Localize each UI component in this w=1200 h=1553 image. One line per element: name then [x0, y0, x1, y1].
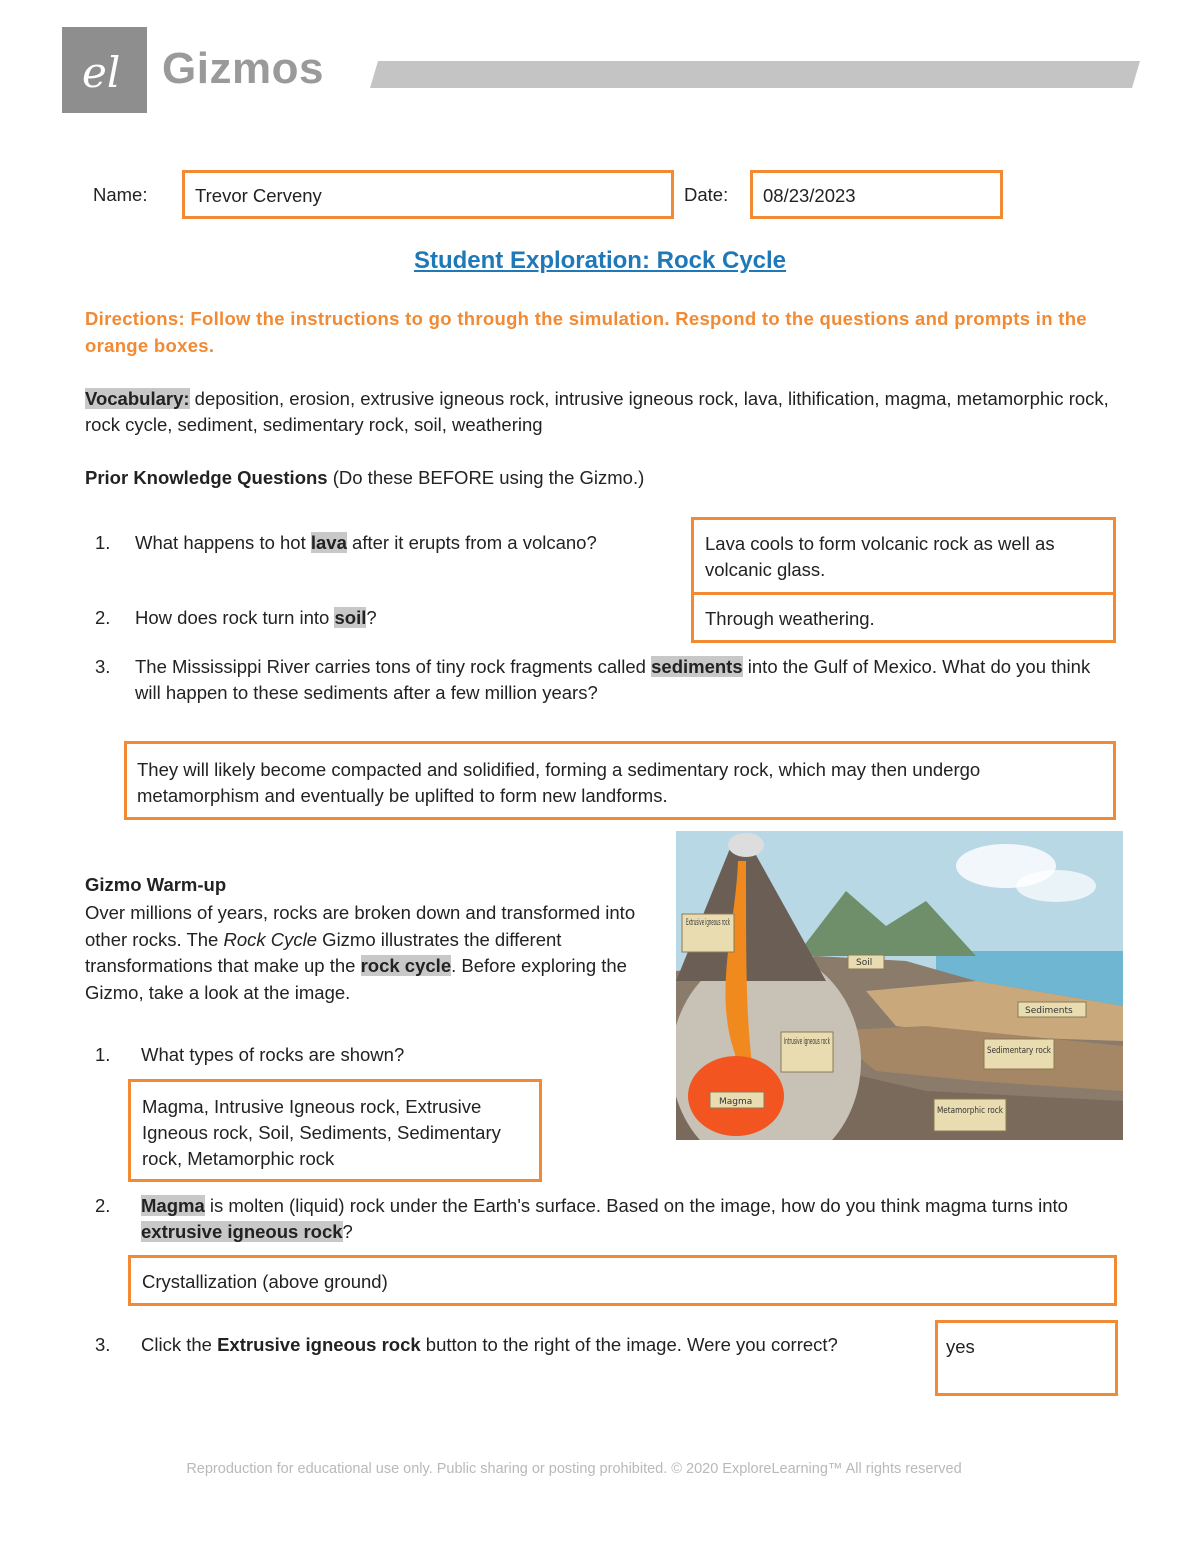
- name-field[interactable]: [182, 170, 674, 219]
- wu-q3-post: button to the right of the image. Were you correct?: [420, 1334, 838, 1355]
- prior-knowledge-note: (Do these BEFORE using the Gizmo.): [332, 467, 645, 488]
- pk-q3-answer-box[interactable]: [124, 741, 1116, 820]
- pk-q1-text: [135, 530, 685, 556]
- wu-q3-bold: Extrusive igneous rock: [217, 1334, 421, 1355]
- pk-q2-pre: How does rock turn into: [135, 607, 335, 628]
- wu-q2-text: [141, 1193, 1101, 1245]
- wu-q2-number: 2.: [95, 1195, 111, 1216]
- pk-q3-answer: They will likely become compacted and solidified, forming a sedimentary rock, which may then undergo metamorphism and eventually be uplifted to form new landforms.: [137, 759, 981, 806]
- label-sedimentary: Sedimentary rock: [987, 1046, 1052, 1056]
- label-extrusive: Extrusive igneous rock: [686, 918, 731, 928]
- page-title: Student Exploration: Rock Cycle: [413, 247, 787, 274]
- pk-q3-text: [135, 654, 1095, 706]
- pk-q3-pre: The Mississippi River carries tons of tiny rock fragments called: [135, 656, 652, 677]
- label-magma: Magma: [719, 1097, 753, 1107]
- warmup-intro-italic: Rock Cycle: [223, 928, 318, 950]
- pk-q2-answer-box[interactable]: [691, 592, 1116, 643]
- wu-q2-answer-box[interactable]: [128, 1255, 1117, 1306]
- pk-q2-term: soil: [334, 607, 367, 628]
- pk-q2-number: 2.: [95, 607, 111, 628]
- label-soil: Soil: [856, 958, 873, 968]
- pk-q1-answer: Lava cools to form volcanic rock as well as volcanic glass.: [705, 533, 1055, 580]
- date-value: 08/23/2023: [763, 185, 856, 206]
- explorelearning-logo: [62, 27, 147, 113]
- vocabulary: [85, 386, 1115, 438]
- header-bar: [370, 61, 1140, 88]
- wu-q2-term2: extrusive igneous rock: [141, 1221, 343, 1242]
- date-label: Date:: [684, 184, 729, 205]
- wu-q3-answer-box[interactable]: [935, 1320, 1118, 1396]
- wu-q1-answer: Magma, Intrusive Igneous rock, Extrusive Igneous rock, Soil, Sediments, Sedimentary rock, Metamorphic rock: [142, 1096, 501, 1169]
- wu-q3-answer: yes: [946, 1336, 975, 1357]
- label-intrusive: Intrusive igneous rock: [784, 1037, 831, 1047]
- pk-q2-post: ?: [366, 607, 377, 628]
- directions: Directions: Follow the instructions to go through the simulation. Respond to the questions and prompts in the orange boxes.: [85, 308, 1087, 356]
- pk-q1-answer-box[interactable]: [691, 517, 1116, 595]
- prior-knowledge-heading: [85, 467, 644, 489]
- wu-q1-text: What types of rocks are shown?: [141, 1044, 405, 1065]
- el-logo-icon: [62, 27, 147, 113]
- wu-q1-answer-box[interactable]: [128, 1079, 542, 1182]
- date-field[interactable]: [750, 170, 1003, 219]
- label-sediments: Sediments: [1025, 1006, 1073, 1016]
- name-value: Trevor Cerveny: [195, 185, 322, 206]
- pk-q3-number: 3.: [95, 656, 111, 677]
- wu-q2-term1: Magma: [141, 1195, 205, 1216]
- wu-q2-text2: ?: [342, 1221, 353, 1242]
- pk-q1-post: after it erupts from a volcano?: [346, 532, 597, 553]
- label-metamorphic: Metamorphic rock: [937, 1106, 1004, 1116]
- pk-q3-term: sediments: [651, 656, 743, 677]
- warmup-intro-post: . Before exploring the Gizmo, take a look at the image.: [85, 955, 627, 1003]
- vocabulary-label: Vocabulary:: [85, 388, 190, 409]
- warmup-intro-pre: Over millions of years, rocks are broken down and transformed into other rocks. The: [85, 902, 636, 950]
- pk-q2-answer: Through weathering.: [705, 608, 875, 629]
- warmup-intro-term: rock cycle: [360, 955, 452, 976]
- warmup-intro-mid: Gizmo illustrates the different transformations that make up the: [85, 928, 562, 976]
- rock-cycle-diagram: [676, 831, 1123, 1140]
- pk-q1-number: 1.: [95, 532, 111, 553]
- wu-q3-number: 3.: [95, 1334, 111, 1355]
- prior-knowledge-title: Prior Knowledge Questions: [85, 467, 328, 488]
- wu-q2-text1: is molten (liquid) rock under the Earth's surface. Based on the image, how do you think magma turns into: [204, 1195, 1068, 1216]
- pk-q3-post: into the Gulf of Mexico. What do you think will happen to these sediments after a few million years?: [135, 656, 1091, 703]
- wu-q3-pre: Click the: [141, 1334, 218, 1355]
- pk-q1-pre: What happens to hot: [135, 532, 311, 553]
- pk-q2-text: [135, 605, 685, 631]
- warmup-heading: Gizmo Warm-up: [85, 874, 227, 895]
- pk-q1-term: lava: [310, 532, 347, 553]
- gizmos-logo-text: Gizmos: [162, 44, 324, 93]
- wu-q3-text: [141, 1332, 901, 1358]
- footer: Reproduction for educational use only. Public sharing or posting prohibited. © 2020 ExploreLearning™ All rights reserved: [186, 1461, 962, 1477]
- warmup-intro: [85, 900, 675, 1006]
- name-label: Name:: [93, 184, 148, 205]
- svg-text:el: el: [82, 48, 121, 97]
- wu-q1-number: 1.: [95, 1044, 111, 1065]
- vocabulary-terms: deposition, erosion, extrusive igneous rock, intrusive igneous rock, lava, lithification, magma, metamorphic rock, rock cycle, sediment, sedimentary rock, soil, weathering: [85, 388, 1109, 435]
- wu-q2-answer: Crystallization (above ground): [142, 1271, 388, 1292]
